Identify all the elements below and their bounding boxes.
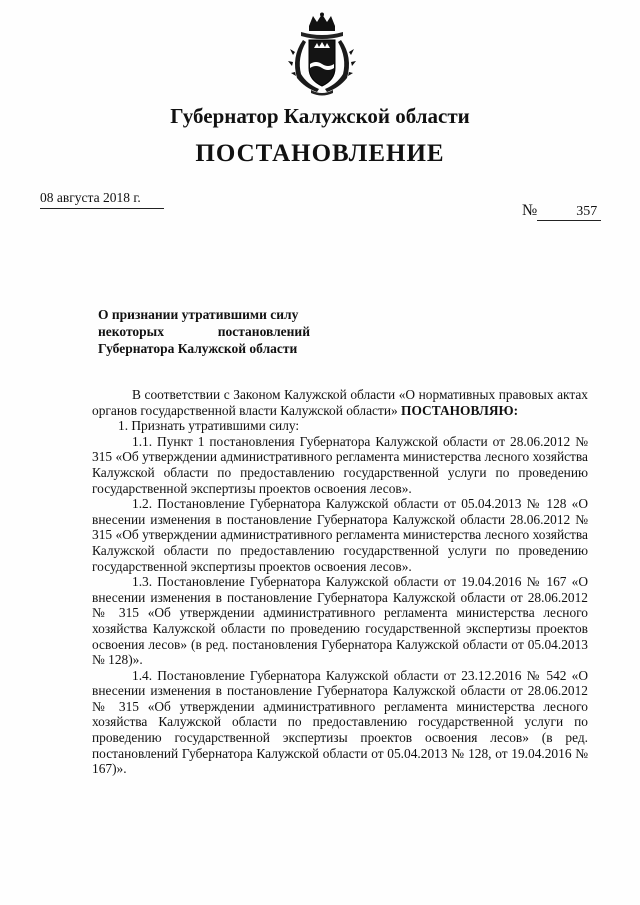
number-label: № [522,202,538,219]
document-date: 08 августа 2018 г. [40,190,164,209]
clause-1-1: 1.1. Пункт 1 постановления Губернатора Калужской области от 28.06.2012 № 315 «Об утверждении административного регламента министерства лесного хозяйства Калужской области по предоставлению государственной услуги по проведению государственной экспертизы проектов освоения лесов». [92,433,588,496]
intro-text: В соответствии с Законом Калужской области «О нормативных правовых актах органов государственной власти Калужской области» [92,387,588,418]
number-value: 357 [537,204,601,221]
clause-1: 1. Признать утратившими силу: [118,418,300,434]
subject-line-1: О признании утратившими силу [98,307,299,322]
decree-word: ПОСТАНОВЛЯЮ: [401,402,519,418]
subject-line-2-word-1: некоторых [98,324,164,339]
intro-paragraph [92,387,588,418]
clause-1-2: 1.2. Постановление Губернатора Калужской области от 05.04.2013 № 128 «О внесении изменения в постановление Губернатора Калужской области 28.06.2012 № 315 «Об утверждении административного регламента министерства лесного хозяйства Калужской области по предоставлению государственной услуги по проведению государственной экспертизы проектов освоения лесов». [92,496,588,574]
document-body [92,387,588,777]
document-subject [98,306,310,357]
subject-line-2-word-2: постановлений [217,324,310,339]
clause-1-4: 1.4. Постановление Губернатора Калужской области от 23.12.2016 № 542 «О внесении изменения в постановление Губернатора Калужской области от 28.06.2012 № 315 «Об утверждении административного регламента министерства лесного хозяйства Калужской области по предоставлению государственной услуги по проведению государственной экспертизы проектов освоения лесов» (в ред. постановлений Губернатора Калужской области от 05.04.2013 № 128, от 19.04.2016 № 167)». [92,667,588,777]
subject-line-3: Губернатора Калужской области [98,341,298,356]
document-number [522,202,601,221]
document-type-title: ПОСТАНОВЛЕНИЕ [195,140,445,167]
coat-of-arms-emblem [287,12,357,96]
issuing-authority: Губернатор Калужской области [170,104,470,128]
clause-1-3: 1.3. Постановление Губернатора Калужской области от 19.04.2016 № 167 «О внесении изменения в постановление Губернатора Калужской области от 28.06.2012 № 315 «Об утверждении административного регламента министерства лесного хозяйства Калужской области по проведению государственной экспертизы проектов освоения лесов» (в ред. постановления Губернатора Калужской области от 05.04.2013 № 128)». [92,574,588,668]
subject-line-2 [98,323,310,340]
